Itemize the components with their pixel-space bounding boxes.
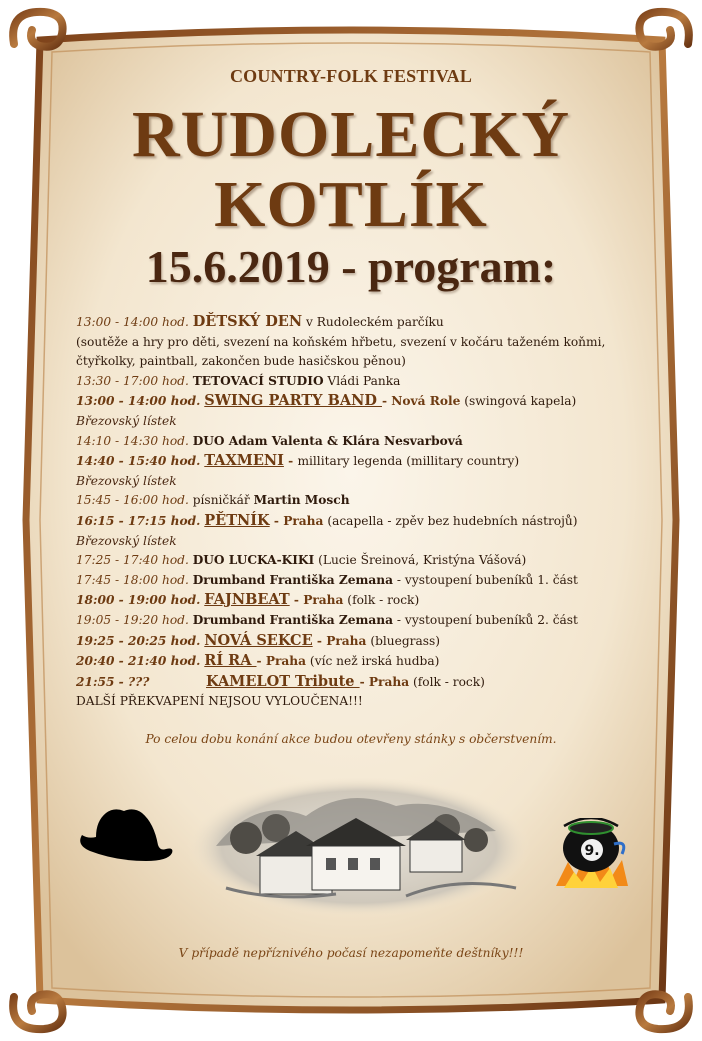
badge-number: 9. — [584, 843, 600, 859]
program-row — [76, 451, 636, 472]
program-act: DĚTSKÝ DEN — [192, 313, 303, 330]
program-prefix: písničkář — [192, 493, 254, 508]
separator: - — [269, 513, 284, 528]
village-illustration — [186, 776, 532, 918]
separator: - — [256, 654, 266, 669]
program-band-origin: Praha — [368, 674, 410, 689]
program-row — [76, 391, 636, 412]
program-detail: (swingová kapela) — [460, 394, 577, 409]
program-detail: (folk - rock) — [343, 593, 420, 608]
program-time: 13:00 - 14:00 hod. — [76, 315, 189, 329]
program-act: NOVÁ SEKCE — [204, 631, 313, 649]
program-time: 20:40 - 21:40 hod. — [76, 654, 201, 669]
program-list — [76, 312, 636, 712]
program-act: TAXMENI — [204, 452, 284, 470]
program-description: (soutěže a hry pro děti, svezení na koňském hřbetu, svezení v kočáru taženém koňmi, čtyřkolky, paintball, zakončen bude hasičskou pěnou) — [76, 334, 606, 369]
program-time: 17:25 - 17:40 hod. — [76, 553, 189, 568]
program-band-origin: Praha — [326, 633, 367, 648]
program-row — [76, 672, 636, 693]
program-band-origin: Praha — [265, 654, 307, 669]
program-detail: millitary legenda (millitary country) — [297, 454, 520, 469]
program-row — [76, 611, 636, 631]
separator: - — [283, 454, 298, 469]
title-line-1: RUDOLECKÝ — [131, 98, 571, 171]
program-row — [76, 312, 636, 333]
program-time: 17:45 - 18:00 hod. — [76, 572, 189, 587]
program-row — [76, 590, 636, 611]
program-time: 19:05 - 19:20 hod. — [76, 612, 189, 627]
festival-subtitle: COUNTRY-FOLK FESTIVAL — [229, 66, 473, 86]
program-detail: (bluegrass) — [366, 633, 441, 648]
program-row — [76, 551, 636, 571]
program-interlude: Březovský lístek — [76, 473, 177, 488]
program-row — [76, 571, 636, 591]
separator: - — [289, 593, 304, 608]
program-act: DUO Adam Valenta & Klára Nesvarbová — [192, 433, 463, 448]
program-detail: (víc než irská hudba) — [306, 654, 440, 669]
program-detail: Vládi Panka — [323, 373, 401, 388]
program-act: FAJNBEAT — [204, 591, 290, 609]
program-row — [76, 412, 636, 432]
date-heading: 15.6.2019 - program: — [145, 241, 557, 292]
program-act: PĚTNÍK — [204, 511, 270, 529]
program-interlude: Březovský lístek — [76, 533, 177, 548]
program-band-origin: Praha — [303, 593, 344, 608]
program-time: 15:45 - 16:00 hod. — [76, 493, 189, 508]
program-act: Drumband Františka Zemana — [192, 612, 394, 627]
program-detail: (folk - rock) — [409, 674, 485, 689]
program-act: Drumband Františka Zemana — [192, 572, 394, 587]
program-detail: (Lucie Šreinová, Kristýna Vášová) — [314, 553, 527, 568]
cowboy-hat-icon — [76, 805, 174, 873]
program-detail: - vystoupení bubeníků 2. část — [393, 612, 578, 627]
program-time: 14:10 - 14:30 hod. — [76, 433, 189, 448]
program-act: DUO LUCKA-KIKI — [192, 553, 315, 568]
program-time: 16:15 - 17:15 hod. — [76, 513, 201, 528]
program-row — [76, 472, 636, 492]
program-row — [76, 532, 636, 552]
program-act: Martin Mosch — [253, 493, 350, 508]
program-act: RÍ RA — [204, 652, 257, 670]
program-row — [76, 651, 636, 672]
separator: - — [359, 674, 369, 689]
program-time: 21:55 - ??? — [76, 674, 150, 689]
kettle-fire-icon — [548, 818, 634, 896]
program-time: 18:00 - 19:00 hod. — [76, 593, 201, 608]
program-time: 13:00 - 14:00 hod. — [76, 394, 201, 409]
program-interlude: Březovský lístek — [76, 413, 177, 428]
program-row-description — [76, 333, 636, 372]
program-detail: (acapella - zpěv bez hudebních nástrojů) — [323, 513, 578, 528]
weather-note: V případě nepříznivého počasí nezapomeňte deštníky!!! — [178, 946, 524, 960]
program-band-origin: Praha — [283, 513, 324, 528]
program-detail: - vystoupení bubeníků 1. část — [393, 572, 578, 587]
separator: - — [312, 633, 327, 648]
program-row — [76, 491, 636, 511]
separator: - — [381, 394, 392, 409]
program-act: SWING PARTY BAND — [204, 392, 382, 410]
program-detail: v Rudoleckém parčíku — [302, 315, 444, 329]
program-row — [76, 631, 636, 652]
program-act: TETOVACÍ STUDIO — [192, 373, 324, 388]
program-time: 19:25 - 20:25 hod. — [76, 633, 201, 648]
program-act: KAMELOT Tribute — [206, 672, 360, 690]
program-row — [76, 511, 636, 532]
program-row — [76, 372, 636, 392]
program-band-origin: Nová Role — [391, 394, 461, 409]
surprise-note: DALŠÍ PŘEKVAPENÍ NEJSOU VYLOUČENA!!! — [76, 694, 363, 709]
program-time: 13:30 - 17:00 hod. — [76, 373, 189, 388]
program-row — [76, 432, 636, 452]
refreshment-note: Po celou dobu konání akce budou otevřeny stánky s občerstvením. — [145, 732, 557, 746]
program-row — [76, 692, 636, 712]
program-time: 14:40 - 15:40 hod. — [76, 454, 201, 469]
title-line-2: KOTLÍK — [214, 168, 488, 241]
